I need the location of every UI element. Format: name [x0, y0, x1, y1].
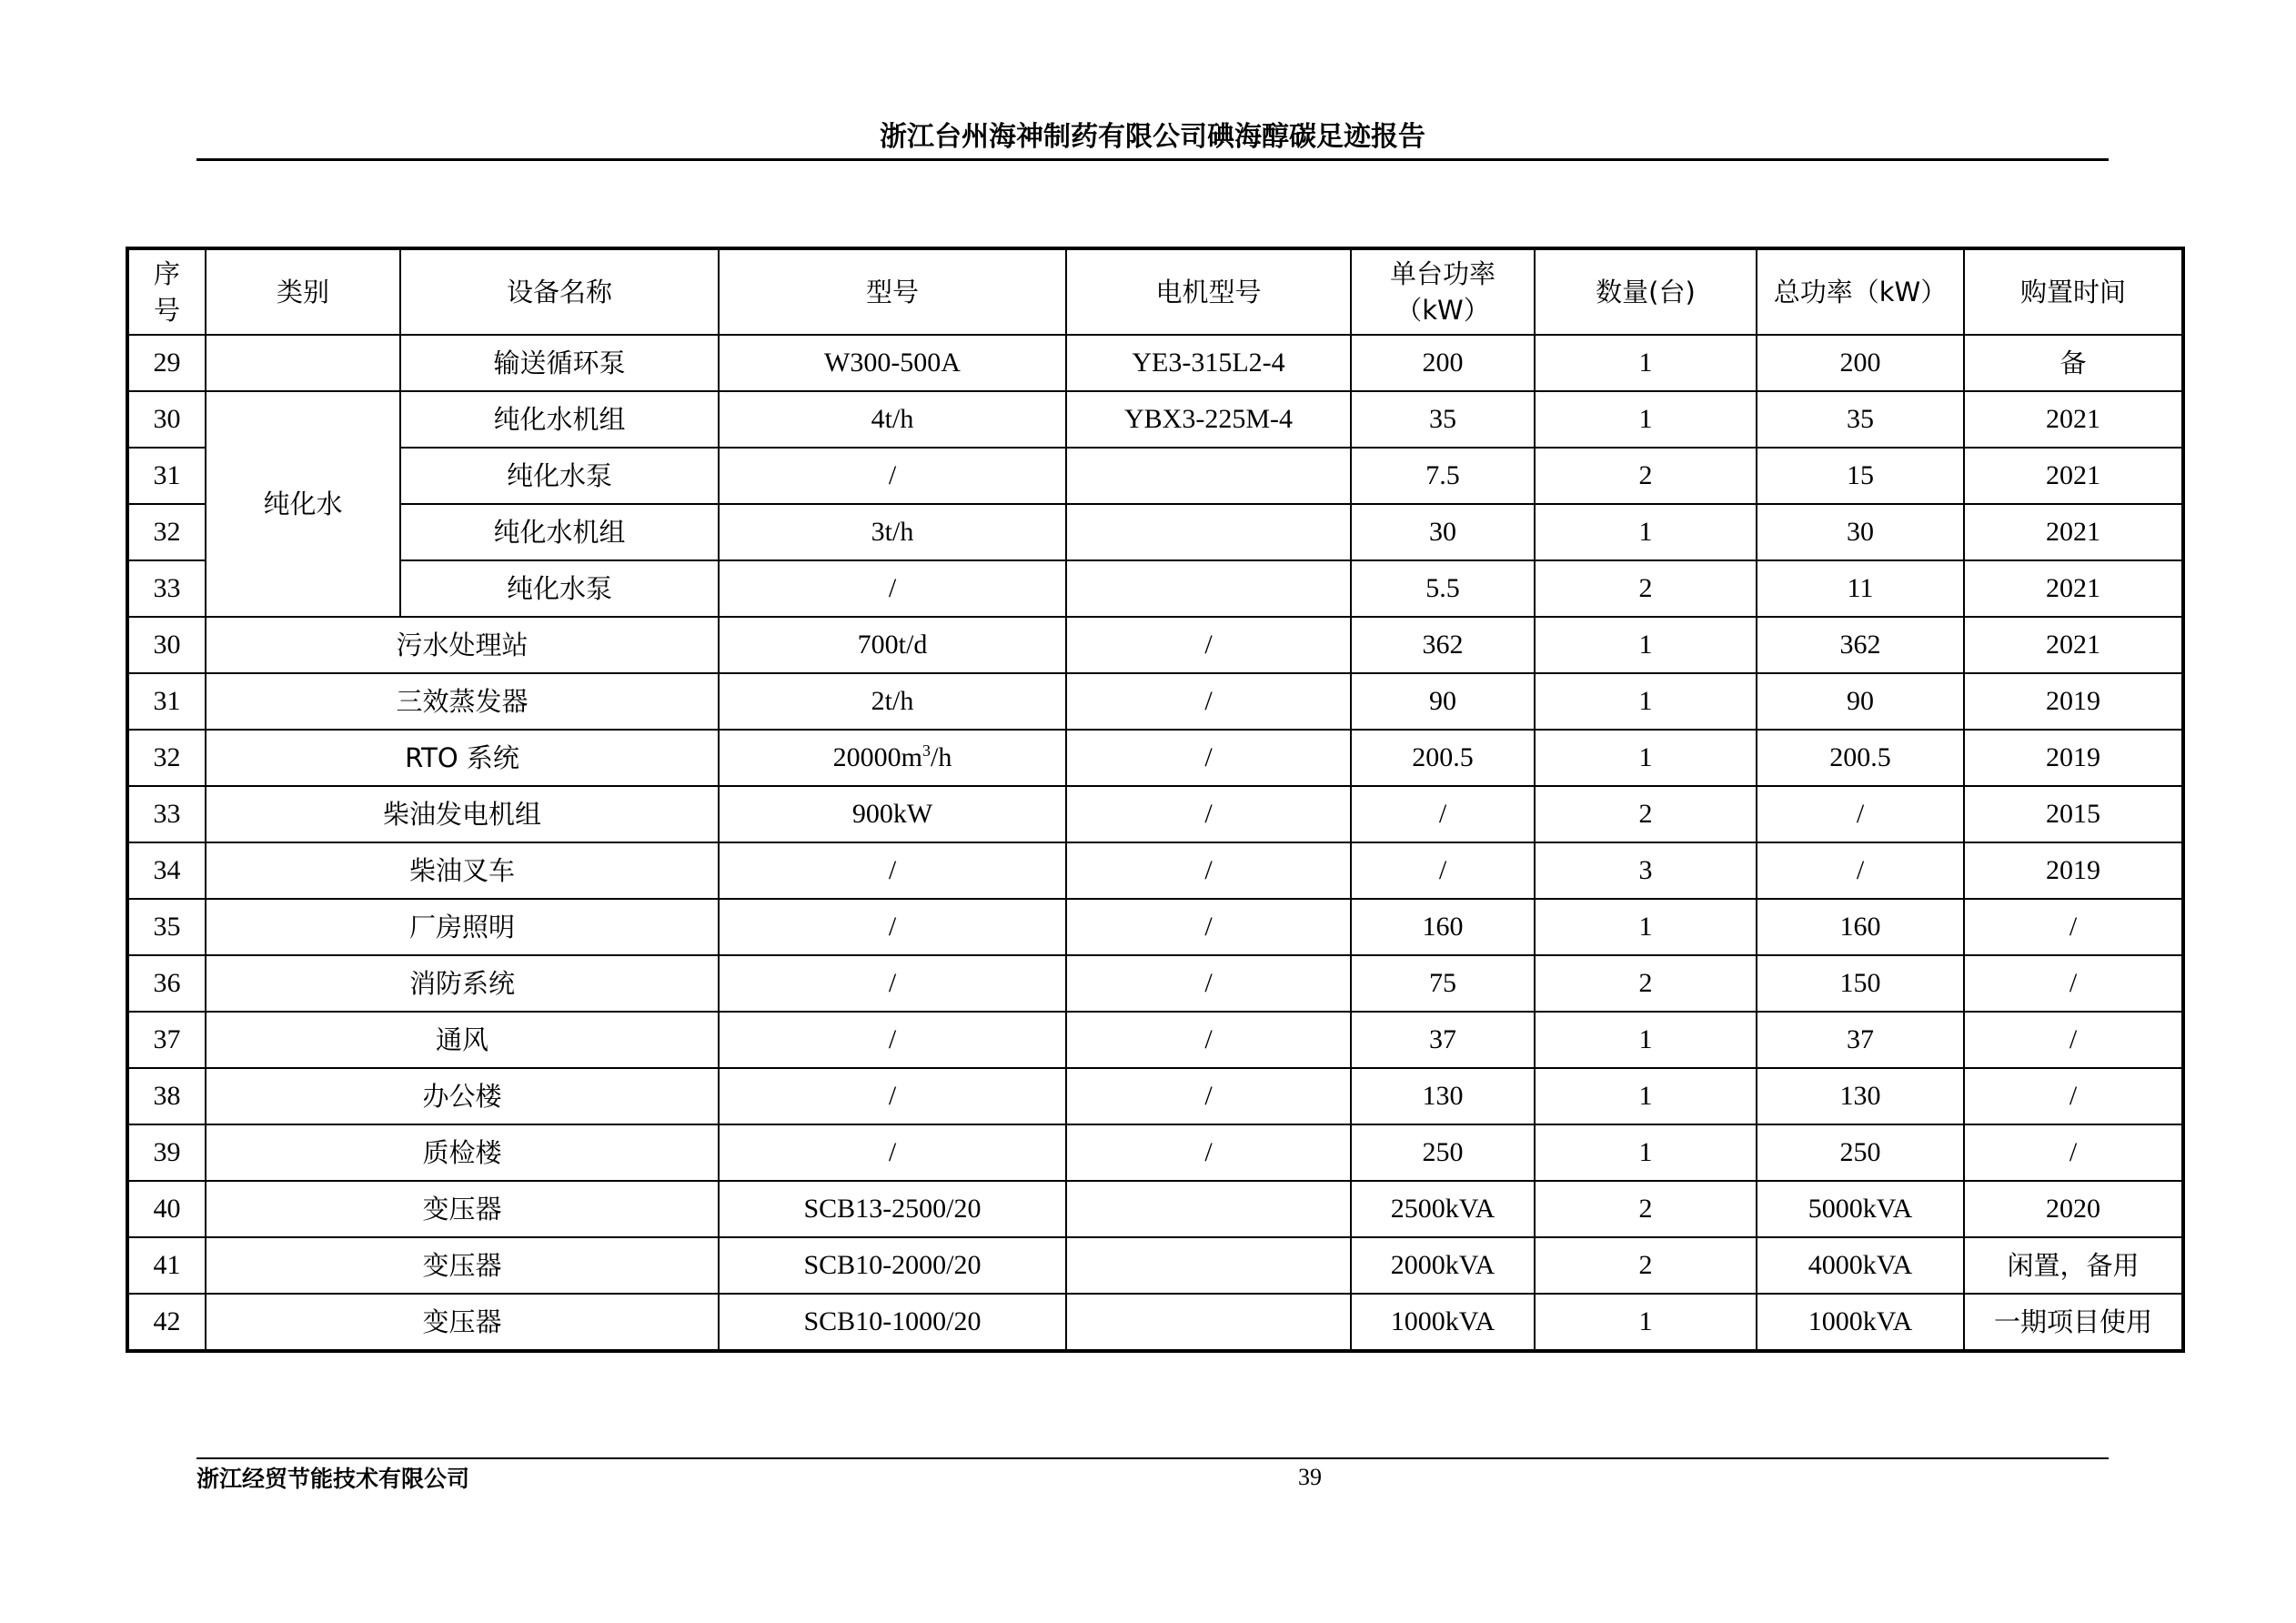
cell-model: /: [719, 955, 1066, 1012]
cell-motor: /: [1066, 955, 1351, 1012]
cell-purchase: 2021: [1964, 391, 2183, 448]
cell-seq: 31: [127, 673, 206, 730]
cell-motor: /: [1066, 730, 1351, 786]
cell-unit-power: 7.5: [1351, 448, 1535, 504]
table-row: [127, 1012, 2183, 1068]
cell-unit-power: 90: [1351, 673, 1535, 730]
cell-seq: 33: [127, 560, 206, 617]
header-model: 型号: [719, 248, 1066, 335]
model-value: 20000m: [832, 742, 922, 772]
cell-name: 办公楼: [206, 1068, 719, 1124]
cell-unit-power: 1000kVA: [1351, 1294, 1535, 1351]
cell-seq: 31: [127, 448, 206, 504]
cell-motor: /: [1066, 1068, 1351, 1124]
footer-rule: [196, 1457, 2109, 1459]
cell-qty: 2: [1535, 786, 1757, 842]
header-motor: 电机型号: [1066, 248, 1351, 335]
table-row: [127, 504, 2183, 560]
cell-purchase: 一期项目使用: [1964, 1294, 2183, 1351]
cell-purchase: 闲置，备用: [1964, 1237, 2183, 1294]
cell-purchase: /: [1964, 1012, 2183, 1068]
cell-qty: 1: [1535, 1124, 1757, 1181]
cell-purchase: 备: [1964, 335, 2183, 391]
cell-total-power: 37: [1757, 1012, 1964, 1068]
cell-model: 700t/d: [719, 617, 1066, 673]
header-category: 类别: [206, 248, 400, 335]
cell-total-power: 250: [1757, 1124, 1964, 1181]
cell-name: 柴油发电机组: [206, 786, 719, 842]
cell-model: /: [719, 1068, 1066, 1124]
cell-model: 3t/h: [719, 504, 1066, 560]
cell-model: SCB10-1000/20: [719, 1294, 1066, 1351]
cell-unit-power: 200: [1351, 335, 1535, 391]
page-header-title: 浙江台州海神制药有限公司碘海醇碳足迹报告: [880, 121, 1425, 153]
cell-motor: /: [1066, 786, 1351, 842]
cell-model: SCB13-2500/20: [719, 1181, 1066, 1237]
cell-unit-power: /: [1351, 786, 1535, 842]
cell-purchase: /: [1964, 1068, 2183, 1124]
cell-purchase: 2021: [1964, 504, 2183, 560]
table-row: [127, 1294, 2183, 1351]
cell-total-power: 90: [1757, 673, 1964, 730]
cell-unit-power: 130: [1351, 1068, 1535, 1124]
cell-seq: 37: [127, 1012, 206, 1068]
table-row: [127, 448, 2183, 504]
table-row: [127, 842, 2183, 899]
cell-category-empty: [206, 335, 400, 391]
cell-seq: 32: [127, 730, 206, 786]
cell-qty: 1: [1535, 391, 1757, 448]
cell-unit-power: 5.5: [1351, 560, 1535, 617]
cell-purchase: 2015: [1964, 786, 2183, 842]
table-row: [127, 391, 2183, 448]
cell-name: 通风: [206, 1012, 719, 1068]
cell-motor: YE3-315L2-4: [1066, 335, 1351, 391]
cell-qty: 1: [1535, 730, 1757, 786]
table-row: [127, 1068, 2183, 1124]
cell-motor: /: [1066, 617, 1351, 673]
equipment-table: [126, 247, 2185, 1353]
cell-purchase: /: [1964, 899, 2183, 955]
cell-unit-power: 2500kVA: [1351, 1181, 1535, 1237]
cell-name: 变压器: [206, 1181, 719, 1237]
cell-total-power: 4000kVA: [1757, 1237, 1964, 1294]
cell-name: 柴油叉车: [206, 842, 719, 899]
cell-model: 4t/h: [719, 391, 1066, 448]
cell-qty: 1: [1535, 1068, 1757, 1124]
cell-motor: /: [1066, 1012, 1351, 1068]
cell-seq: 29: [127, 335, 206, 391]
cell-name: 纯化水泵: [400, 560, 719, 617]
cell-name: 变压器: [206, 1237, 719, 1294]
cell-name: 污水处理站: [206, 617, 719, 673]
cell-seq: 40: [127, 1181, 206, 1237]
cell-seq: 38: [127, 1068, 206, 1124]
cell-model: /: [719, 1012, 1066, 1068]
cell-model: /: [719, 448, 1066, 504]
cell-seq: 32: [127, 504, 206, 560]
cell-total-power: 362: [1757, 617, 1964, 673]
table-row: [127, 560, 2183, 617]
cell-seq: 39: [127, 1124, 206, 1181]
table-row: [127, 617, 2183, 673]
table-row: [127, 1124, 2183, 1181]
cell-name: 质检楼: [206, 1124, 719, 1181]
model-suffix: /h: [931, 742, 952, 772]
cell-model: SCB10-2000/20: [719, 1237, 1066, 1294]
cell-purchase: 2019: [1964, 842, 2183, 899]
cell-motor: [1066, 1294, 1351, 1351]
cell-qty: 1: [1535, 335, 1757, 391]
cell-seq: 42: [127, 1294, 206, 1351]
cell-qty: 1: [1535, 899, 1757, 955]
cell-model: /: [719, 560, 1066, 617]
cell-model: /: [719, 899, 1066, 955]
cell-total-power: 30: [1757, 504, 1964, 560]
page-number: 39: [1298, 1464, 1322, 1490]
cell-name: 三效蒸发器: [206, 673, 719, 730]
cell-model: 900kW: [719, 786, 1066, 842]
cell-name: 消防系统: [206, 955, 719, 1012]
cell-total-power: 15: [1757, 448, 1964, 504]
cell-unit-power: 2000kVA: [1351, 1237, 1535, 1294]
cell-unit-power: 30: [1351, 504, 1535, 560]
cell-qty: 1: [1535, 504, 1757, 560]
table-row: [127, 1181, 2183, 1237]
cell-total-power: 150: [1757, 955, 1964, 1012]
cell-seq: 34: [127, 842, 206, 899]
table-row: [127, 899, 2183, 955]
table-row: [127, 335, 2183, 391]
cell-purchase: 2021: [1964, 560, 2183, 617]
cell-qty: 1: [1535, 673, 1757, 730]
cell-motor: [1066, 504, 1351, 560]
model-superscript: 3: [922, 741, 931, 760]
header-seq: 序号: [127, 248, 206, 335]
cell-motor: /: [1066, 673, 1351, 730]
cell-qty: 1: [1535, 1012, 1757, 1068]
header-qty: 数量(台): [1535, 248, 1757, 335]
cell-purchase: 2021: [1964, 617, 2183, 673]
cell-total-power: 5000kVA: [1757, 1181, 1964, 1237]
cell-model: /: [719, 1124, 1066, 1181]
cell-total-power: 11: [1757, 560, 1964, 617]
header-total-power: 总功率（kW）: [1757, 248, 1964, 335]
cell-motor: /: [1066, 899, 1351, 955]
cell-unit-power: 35: [1351, 391, 1535, 448]
cell-total-power: 35: [1757, 391, 1964, 448]
cell-motor: /: [1066, 1124, 1351, 1181]
cell-seq: 41: [127, 1237, 206, 1294]
cell-motor: [1066, 448, 1351, 504]
cell-qty: 3: [1535, 842, 1757, 899]
table-row: [127, 1237, 2183, 1294]
cell-name: 输送循环泵: [400, 335, 719, 391]
table-row: [127, 786, 2183, 842]
cell-unit-power: 200.5: [1351, 730, 1535, 786]
cell-motor: YBX3-225M-4: [1066, 391, 1351, 448]
cell-total-power: /: [1757, 842, 1964, 899]
table-row: [127, 730, 2183, 786]
cell-unit-power: /: [1351, 842, 1535, 899]
cell-qty: 2: [1535, 1237, 1757, 1294]
cell-purchase: /: [1964, 955, 2183, 1012]
cell-qty: 2: [1535, 448, 1757, 504]
cell-model: W300-500A: [719, 335, 1066, 391]
cell-unit-power: 362: [1351, 617, 1535, 673]
cell-name: RTO 系统: [206, 730, 719, 786]
cell-unit-power: 75: [1351, 955, 1535, 1012]
cell-total-power: 160: [1757, 899, 1964, 955]
cell-purchase: 2019: [1964, 673, 2183, 730]
cell-unit-power: 160: [1351, 899, 1535, 955]
cell-seq: 30: [127, 617, 206, 673]
table-header-row: [127, 248, 2183, 335]
cell-seq: 33: [127, 786, 206, 842]
header-unit-power: [1351, 248, 1535, 335]
cell-name: 厂房照明: [206, 899, 719, 955]
cell-motor: [1066, 1237, 1351, 1294]
table-row: [127, 955, 2183, 1012]
cell-qty: 1: [1535, 617, 1757, 673]
header-name: 设备名称: [400, 248, 719, 335]
header-unit-power-line1: 单台功率: [1389, 258, 1495, 289]
cell-qty: 1: [1535, 1294, 1757, 1351]
cell-name: 变压器: [206, 1294, 719, 1351]
cell-total-power: 200.5: [1757, 730, 1964, 786]
cell-model: /: [719, 842, 1066, 899]
cell-total-power: 200: [1757, 335, 1964, 391]
cell-seq: 35: [127, 899, 206, 955]
cell-model: [719, 730, 1066, 786]
table-row: [127, 673, 2183, 730]
cell-name: 纯化水机组: [400, 391, 719, 448]
cell-motor: /: [1066, 842, 1351, 899]
header-purchase: 购置时间: [1964, 248, 2183, 335]
cell-model: 2t/h: [719, 673, 1066, 730]
cell-motor: [1066, 1181, 1351, 1237]
cell-unit-power: 250: [1351, 1124, 1535, 1181]
cell-purchase: 2021: [1964, 448, 2183, 504]
cell-name: 纯化水泵: [400, 448, 719, 504]
cell-category-purified-water: 纯化水: [206, 391, 400, 617]
header-rule: [196, 158, 2109, 161]
cell-purchase: /: [1964, 1124, 2183, 1181]
cell-purchase: 2019: [1964, 730, 2183, 786]
footer-company: 浙江经贸节能技术有限公司: [196, 1466, 470, 1492]
cell-seq: 36: [127, 955, 206, 1012]
header-unit-power-line2: （kW）: [1395, 295, 1490, 326]
cell-purchase: 2020: [1964, 1181, 2183, 1237]
cell-unit-power: 37: [1351, 1012, 1535, 1068]
cell-total-power: /: [1757, 786, 1964, 842]
cell-total-power: 1000kVA: [1757, 1294, 1964, 1351]
cell-qty: 2: [1535, 955, 1757, 1012]
cell-qty: 2: [1535, 1181, 1757, 1237]
cell-total-power: 130: [1757, 1068, 1964, 1124]
cell-motor: [1066, 560, 1351, 617]
cell-name: 纯化水机组: [400, 504, 719, 560]
cell-qty: 2: [1535, 560, 1757, 617]
cell-seq: 30: [127, 391, 206, 448]
